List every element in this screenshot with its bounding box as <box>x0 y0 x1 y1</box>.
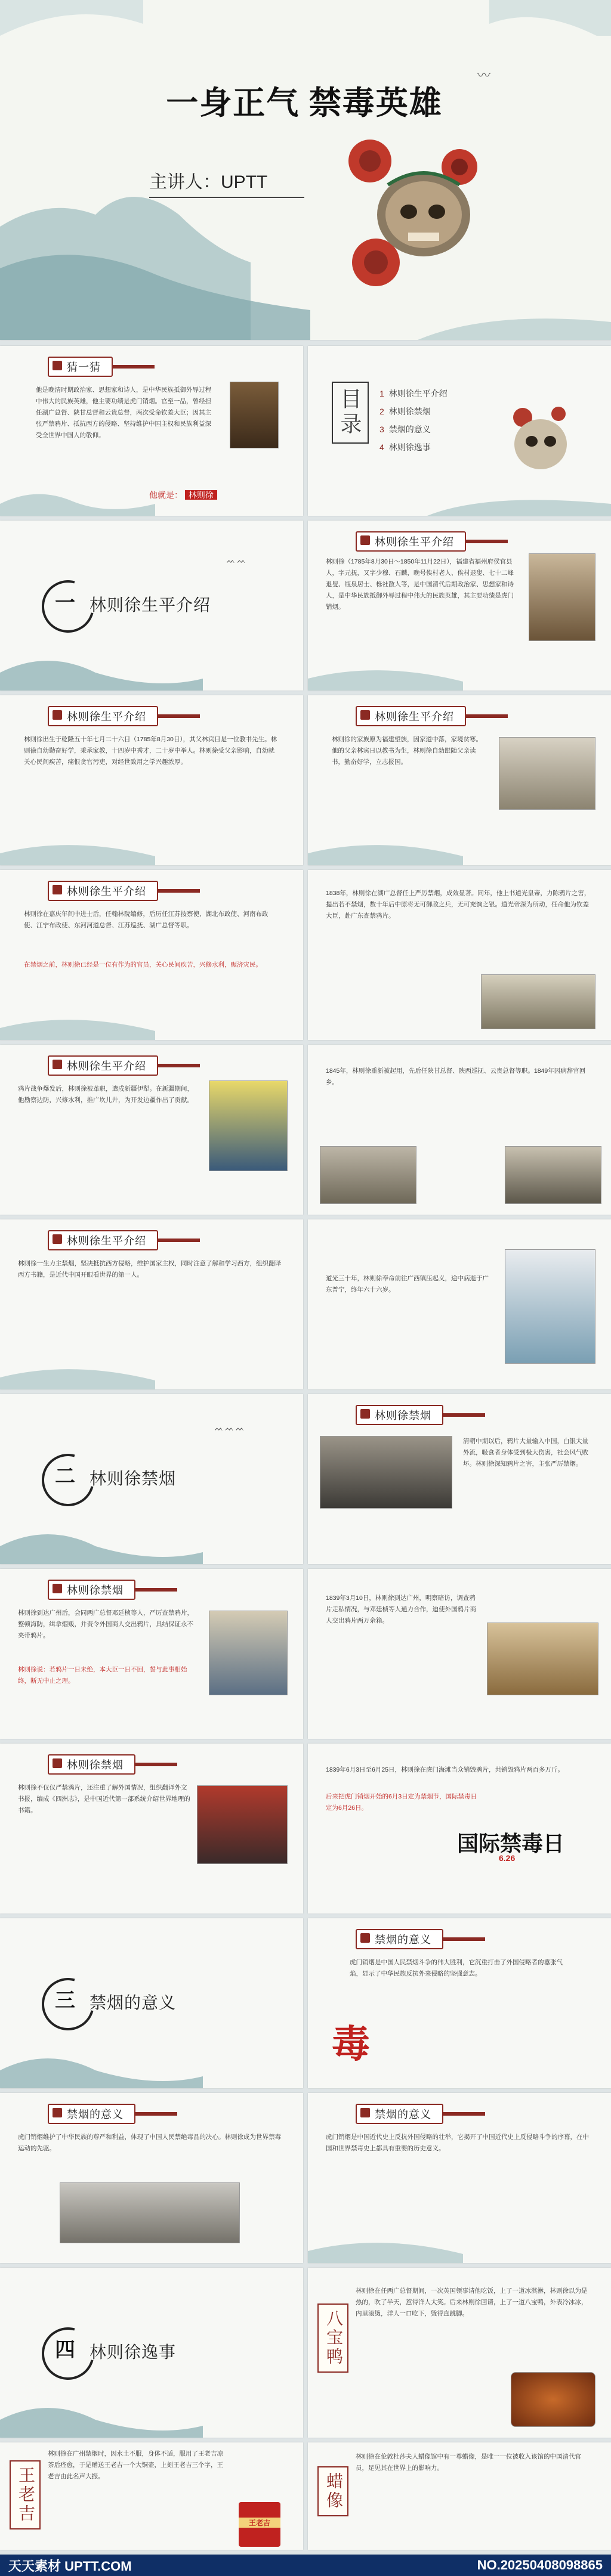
answer-label: 他就是： <box>149 490 183 500</box>
main-title: 一身正气 禁毒英雄 <box>166 85 443 121</box>
relief-sculpture <box>60 2182 240 2243</box>
historical-illustration <box>481 974 595 1029</box>
wave-decoration <box>0 2384 303 2438</box>
section-slide-2 <box>0 1394 303 1564</box>
slide-bio-2a <box>0 695 303 865</box>
wave-decoration <box>0 637 303 691</box>
guess-text: 他是晚清时期政治家、思想家和诗人，是中华民族抵御外辱过程中伟大的民族英雄，他主要功绩是虎门销烟。官至一品，曾经担任湖广总督、陕甘总督和云贵总督，两次受命钦差大臣；因其主张严禁鸦片、抵抗西方的侵略、坚持维护中国主权和民族利益深受全世界中国人的敬仰。 <box>36 386 211 439</box>
section-title: 林则徐禁烟 <box>90 1470 177 1488</box>
bird-icon: ᨓ ᨓ <box>227 556 246 565</box>
mountain-decoration <box>0 0 611 340</box>
slide-bio-3a <box>0 870 303 1040</box>
slide-header: 林则徐禁烟 <box>48 1580 177 1600</box>
slide-ban-2b <box>308 1569 611 1739</box>
slide-meaning-2a <box>0 2093 303 2263</box>
toc-title: 目录 <box>332 382 369 444</box>
bio-text: 道光三十年，林则徐奉命前往广西镇压起义，途中病逝于广东普宁，终年六十六岁。 <box>326 1275 489 1293</box>
ban-highlight: 后来把虎门销烟开始的6月3日定为禁烟节，国际禁毒日定为6月26日。 <box>326 1793 477 1812</box>
portrait-illustration <box>209 1080 288 1171</box>
bird-icon: 〰 <box>477 68 491 83</box>
drug-day-stamp <box>457 1827 600 1881</box>
portrait-photo <box>230 382 279 448</box>
bio-text: 林则徐（1785年8月30日～1850年11月22日），福建省福州府侯官县人，字元抚，又字少穆、石麟，晚号俟村老人、俟村退叟、七十二峰退叟、瓶泉居士、栎社散人等，是中国清代后期政治家、思想家和诗人，是中华民族抵御外辱过程中伟大的民族英雄，其主要功绩是虎门销烟。 <box>326 558 514 611</box>
historical-photo <box>505 1146 601 1204</box>
anecdote-text: 林则徐在任两广总督期间，一次英国领事请他吃饭，上了一道冰淇淋，林则徐以为是热的，吹了半天，惹得洋人大笑。后来林则徐回请，上了一道八宝鸭，外表冷冰冰，内里滚烫，洋人一口吃下，烫得直跳脚。 <box>356 2287 588 2317</box>
historical-photo <box>320 1436 452 1509</box>
anecdote-tag: 蜡像 <box>317 2466 348 2516</box>
slide-ban-3a <box>0 1744 303 1914</box>
section-title: 林则徐逸事 <box>90 2343 177 2362</box>
meaning-text: 虎门销烟是中国近代史上反抗外国侵略的壮举，它揭开了中国近代史上反侵略斗争的序幕，在中国和世界禁毒史上都具有重要的历史意义。 <box>326 2134 589 2152</box>
wave-decoration <box>0 823 303 865</box>
slide-meaning-2b <box>308 2093 611 2263</box>
bird-icon: ᨓ ᨓ ᨓ <box>215 1424 245 1432</box>
wave-decoration <box>0 1510 303 1564</box>
ban-highlight: 林则徐说：若鸦片一日未绝，本大臣一日不回，誓与此事相始终，断无中止之理。 <box>18 1666 187 1685</box>
wave-decoration <box>308 2221 611 2263</box>
portrait-photo <box>529 553 595 641</box>
toc-item[interactable]: 4 林则徐逸事 <box>379 442 431 452</box>
anecdote-text: 林则徐在伦敦杜莎夫人蜡像馆中有一尊蜡像，是唯一一位被收入该馆的中国清代官员，足见其在世界上的影响力。 <box>356 2453 581 2472</box>
toc-item[interactable]: 1 林则徐生平介绍 <box>379 389 448 398</box>
slide-ban-1 <box>308 1394 611 1564</box>
section-number: 二 <box>55 1466 75 1488</box>
can-label: 王老吉 <box>239 2518 280 2528</box>
skull-illustration <box>499 400 582 477</box>
presenter: 主讲人：UPTT <box>149 172 268 192</box>
slide-header: 林则徐禁烟 <box>356 1405 485 1425</box>
title-slide <box>0 0 611 340</box>
bio-text: 1845年，林则徐重新被起用，先后任陕甘总督、陕西巡抚、云贵总督等职。1849年因病辞官回乡。 <box>326 1067 586 1086</box>
section-number: 一 <box>55 592 75 614</box>
ban-text: 1839年6月3日至6月25日，林则徐在虎门海滩当众销毁鸦片，共销毁鸦片两百多万斤。 <box>326 1766 564 1773</box>
slide-meaning-1 <box>308 1918 611 2088</box>
slide-toc <box>308 346 611 516</box>
slide-bio-5a <box>0 1219 303 1389</box>
ban-text: 林则徐不仅仅严禁鸦片，还注重了解外国情况，组织翻译外文书报，编成《四洲志》，是中国近代第一部系统介绍世界地理的书籍。 <box>18 1784 190 1814</box>
meaning-text: 虎门销烟维护了中华民族的尊严和利益，体现了中国人民禁绝毒品的决心。林则徐成为世界禁毒运动的先驱。 <box>18 2134 281 2152</box>
slide-ban-3b <box>308 1744 611 1914</box>
slide-guess <box>0 346 303 516</box>
slide-header <box>48 357 155 377</box>
slide-header: 林则徐生平介绍 <box>356 706 508 726</box>
section-slide-1 <box>0 521 303 691</box>
bio-text: 林则徐一生力主禁烟，坚决抵抗西方侵略，维护国家主权，同时注意了解和学习西方，组织翻译西方书籍，是近代中国开眼看世界的第一人。 <box>18 1260 281 1278</box>
bio-text: 林则徐在嘉庆年间中进士后，任翰林院编修，后历任江苏按察使、湖北布政使、河南布政使、江宁布政使、东河河道总督、江苏巡抚、湖广总督等职。 <box>24 911 269 929</box>
wave-decoration <box>308 823 611 865</box>
wave-decoration <box>308 649 611 691</box>
ban-text: 清朝中期以后，鸦片大量输入中国，白银大量外流，吸食者身体受到极大伤害，社会风气败坏。林则徐深知鸦片之害，主张严厉禁烟。 <box>463 1438 588 1467</box>
footer-right: NO.20250408098865 <box>477 2558 603 2572</box>
wave-decoration <box>0 474 303 516</box>
slide-header: 林则徐生平介绍 <box>48 881 200 901</box>
anecdote-text: 林则徐在广州禁烟时，因水土不服，身体不适，服用了王老吉凉茶后痊愈，于是赠送王老吉一个大铜壶，上刻王老吉三个字，王老吉由此名声大振。 <box>48 2450 223 2480</box>
anecdote-tag: 王老吉 <box>10 2460 41 2529</box>
wave-decoration <box>0 1348 303 1389</box>
answer-name: 林则徐 <box>185 490 217 500</box>
roast-duck-photo <box>511 2372 595 2427</box>
slide-bio-3b <box>308 870 611 1040</box>
toc-item[interactable]: 2 林则徐禁烟 <box>379 407 431 416</box>
wave-decoration <box>0 998 303 1040</box>
stamp-text: 国际禁毒日 <box>457 1832 565 1856</box>
portrait-illustration <box>209 1611 288 1695</box>
watermark-footer <box>0 2555 611 2576</box>
herbal-tea-can <box>239 2502 280 2547</box>
section-title: 禁烟的意义 <box>90 1994 177 2012</box>
section-slide-3 <box>0 1918 303 2088</box>
slide-header: 林则徐生平介绍 <box>48 706 200 726</box>
bio-text: 1838年，林则徐在湖广总督任上严厉禁烟，成效显著。同年，他上书道光皇帝，力陈鸦片之害，提出若不禁烟，数十年后中原将无可御敌之兵，无可充饷之银。道光帝深为所动，任命他为钦差大臣，赴广东查禁鸦片。 <box>326 890 591 919</box>
wave-decoration <box>308 474 611 516</box>
section-slide-4 <box>0 2268 303 2438</box>
bio-text: 林则徐出生于乾隆五十年七月二十六日（1785年8月30日），其父林宾日是一位教书先生。林则徐自幼勤奋好学，秉承家教，十四岁中秀才，二十岁中举人。林则徐受父亲影响，自幼就关心民间疾苦，痛恨贪官污吏，对经世致用之学兴趣浓厚。 <box>24 736 277 766</box>
slide-bio-4b <box>308 1045 611 1215</box>
slide-header: 林则徐生平介绍 <box>356 531 508 552</box>
slide-header: 林则徐生平介绍 <box>48 1055 200 1076</box>
footer-left: 天天素材 UPTT.COM <box>8 2558 132 2574</box>
slide-bio-1 <box>308 521 611 691</box>
slide-ban-2a <box>0 1569 303 1739</box>
slide-header: 林则徐生平介绍 <box>48 1230 200 1250</box>
section-number: 四 <box>55 2339 75 2361</box>
anecdote-tag: 八宝鸭 <box>317 2303 348 2373</box>
bio-highlight: 在禁烟之前，林则徐已经是一位有作为的官员，关心民间疾苦，兴修水利，赈济灾民。 <box>24 961 262 968</box>
slide-bio-5b <box>308 1219 611 1389</box>
ban-text: 1839年3月10日，林则徐到达广州，明察暗访，调查鸦片走私情况，与邓廷桢等人通力合作，迫使外国鸦片商人交出鸦片两万余箱。 <box>326 1594 476 1624</box>
toc-list <box>379 388 448 459</box>
portrait-painting <box>505 1249 595 1364</box>
section-number: 三 <box>55 1990 75 2012</box>
meaning-text: 虎门销烟是中国人民禁烟斗争的伟大胜利，它沉重打击了外国侵略者的嚣张气焰，显示了中华民族反抗外来侵略的坚强意志。 <box>350 1959 563 1977</box>
bio-text: 林则徐的家族原为福建望族，因家道中落，家境贫寒。他的父亲林宾日以教书为生，林则徐自幼跟随父亲读书，勤奋好学，立志报国。 <box>332 736 482 766</box>
historical-painting <box>487 1623 598 1695</box>
stamp-date: 6.26 <box>499 1853 516 1863</box>
toc-item[interactable]: 3 禁烟的意义 <box>379 425 431 434</box>
historical-photo <box>320 1146 416 1204</box>
slide-anecdote-2a <box>0 2442 303 2550</box>
historical-illustration <box>499 737 595 810</box>
bio-text: 鸦片战争爆发后，林则徐被革职，遣戍新疆伊犁。在新疆期间，他勘察边防，兴修水利，推广坎儿井，为开发边疆作出了贡献。 <box>18 1085 193 1104</box>
historical-photo <box>197 1785 288 1864</box>
slide-header: 禁烟的意义 <box>356 2104 485 2124</box>
ban-text: 林则徐到达广州后，会同两广总督邓廷桢等人，严厉查禁鸦片，整顿海防，缉拿烟贩，并责令外国商人交出鸦片，具结保证永不夹带鸦片。 <box>18 1609 193 1639</box>
header-label: 猜一猜 <box>48 357 113 377</box>
skull-flower-illustration <box>334 125 501 298</box>
slide-header: 禁烟的意义 <box>48 2104 177 2124</box>
poison-character: 毒 <box>332 2023 370 2066</box>
title-divider <box>149 197 304 198</box>
slide-anecdote-2b <box>308 2442 611 2550</box>
slide-header: 林则徐禁烟 <box>48 1754 177 1775</box>
wave-decoration <box>0 2035 303 2088</box>
slide-bio-4a <box>0 1045 303 1215</box>
slide-bio-2b <box>308 695 611 865</box>
slide-header: 禁烟的意义 <box>356 1929 485 1949</box>
section-title: 林则徐生平介绍 <box>90 596 211 615</box>
slide-anecdote-1 <box>308 2268 611 2438</box>
